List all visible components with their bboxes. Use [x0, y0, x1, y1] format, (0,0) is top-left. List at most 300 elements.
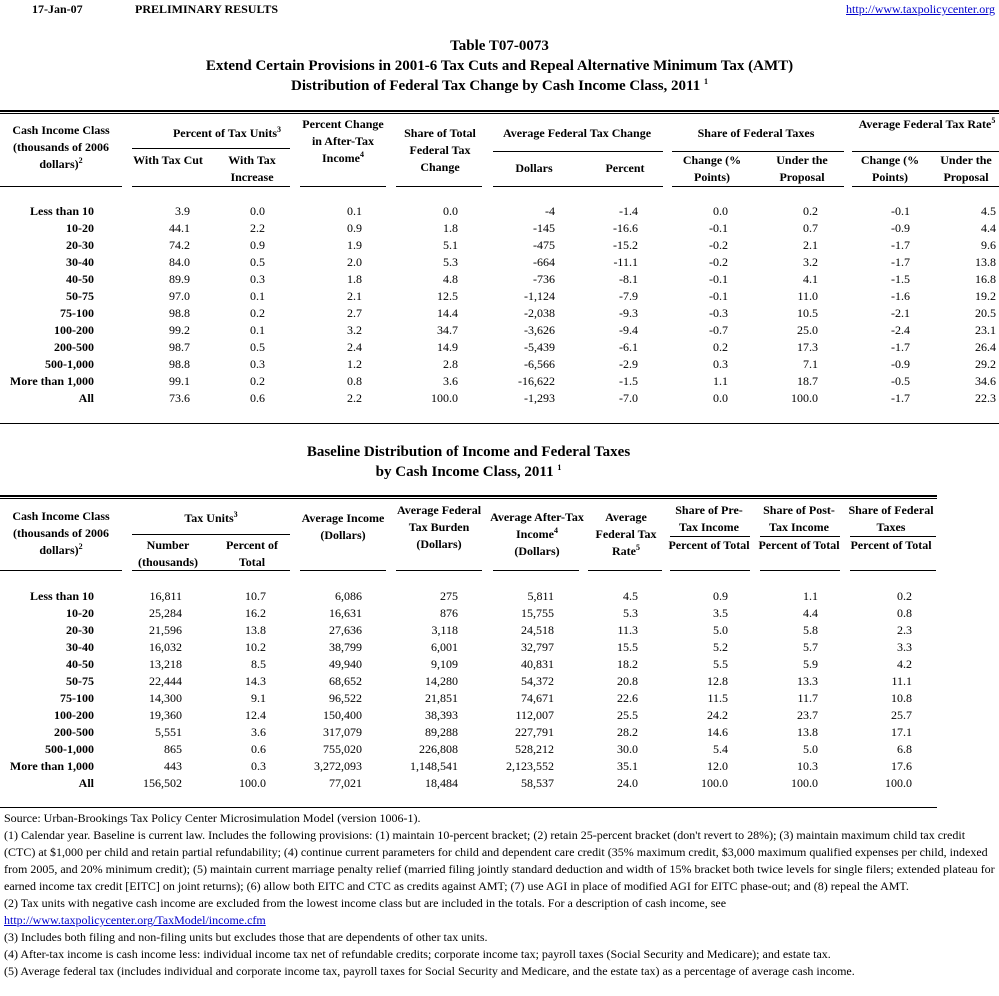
t2-header-pct-total-pretax: Percent of Total [668, 538, 750, 552]
table1-top-rule [0, 110, 999, 114]
row-label: 30-40 [66, 255, 94, 269]
table-row [0, 707, 999, 724]
table-cell: 865 [164, 742, 182, 756]
table-row [0, 588, 999, 605]
table-cell: 98.8 [169, 306, 190, 320]
table-cell: -1.4 [619, 204, 638, 218]
t1-header-pct-tax-units: Percent of Tax Units$^3$ [172, 125, 282, 140]
table-cell: 0.3 [250, 357, 265, 371]
table-cell: -0.1 [709, 289, 728, 303]
table-cell: 16,032 [149, 640, 182, 654]
table-cell: 156,502 [143, 776, 182, 790]
table-cell: 0.0 [713, 391, 728, 405]
table-cell: 32,797 [521, 640, 554, 654]
table-cell: 11.7 [797, 691, 818, 705]
table-cell: -0.9 [891, 221, 910, 235]
table-cell: 28.2 [617, 725, 638, 739]
table-cell: 5,551 [155, 725, 182, 739]
table-cell: 1.2 [347, 357, 362, 371]
table-cell: 14,280 [425, 674, 458, 688]
table-cell: 13.8 [245, 623, 266, 637]
table-cell: 13.8 [975, 255, 996, 269]
table-cell: 23.7 [797, 708, 818, 722]
table-cell: 20.8 [617, 674, 638, 688]
table2-top-rule [0, 495, 937, 499]
table-cell: 10.5 [797, 306, 818, 320]
table-cell: 3.2 [347, 323, 362, 337]
table-cell: 4.5 [981, 204, 996, 218]
t2-header-share-posttax: Share of Post-Tax Income [763, 503, 835, 534]
table-cell: 99.1 [169, 374, 190, 388]
t2-col-rule [396, 570, 482, 571]
table-cell: 1.9 [347, 238, 362, 252]
table-row [0, 237, 999, 254]
table-cell: 7.1 [803, 357, 818, 371]
t1-col-rule [493, 186, 663, 187]
table-cell: 0.7 [803, 221, 818, 235]
table-cell: 0.5 [250, 340, 265, 354]
table-cell: 2.1 [347, 289, 362, 303]
table-cell: -0.1 [709, 221, 728, 235]
table-cell: 100.0 [431, 391, 458, 405]
table-cell: 9.1 [251, 691, 266, 705]
footnote-4: (4) After-tax income is cash income less: individual income tax net of refundable credits; corporate income tax; payroll taxes (Social Security and Medicare); and estate tax. [4, 947, 831, 961]
table-cell: 0.9 [250, 238, 265, 252]
table-cell: 44.1 [169, 221, 190, 235]
table-cell: 22.6 [617, 691, 638, 705]
table-cell: 14.3 [245, 674, 266, 688]
table-cell: 5.9 [803, 657, 818, 671]
table-cell: 38,799 [329, 640, 362, 654]
table-row [0, 339, 999, 356]
table-cell: 25.5 [617, 708, 638, 722]
table-cell: 0.3 [250, 272, 265, 286]
table-cell: -8.1 [619, 272, 638, 286]
table-cell: 100.0 [885, 776, 912, 790]
table-cell: 3.6 [443, 374, 458, 388]
table1-subtitle2: Distribution of Federal Tax Change by Cash Income Class, 2011 $^1$ [291, 77, 708, 94]
t2-col-rule [493, 570, 579, 571]
table-cell: 58,537 [521, 776, 554, 790]
table-cell: 38,393 [425, 708, 458, 722]
table-row [0, 775, 999, 792]
table-cell: -6,566 [524, 357, 555, 371]
table-row [0, 758, 999, 775]
table-cell: 6,086 [335, 589, 362, 603]
table-cell: 5.0 [713, 623, 728, 637]
table-cell: 18.7 [797, 374, 818, 388]
table-cell: 1,148,541 [410, 759, 458, 773]
table-cell: -0.2 [709, 255, 728, 269]
table-cell: 443 [164, 759, 182, 773]
table-cell: -0.7 [709, 323, 728, 337]
table-cell: 0.9 [347, 221, 362, 235]
table-cell: 10.7 [245, 589, 266, 603]
site-link[interactable]: http://www.taxpolicycenter.org [846, 2, 995, 16]
table-row [0, 390, 999, 407]
table-row [0, 673, 999, 690]
table-cell: 10.3 [797, 759, 818, 773]
table-row [0, 724, 999, 741]
table-cell: 89.9 [169, 272, 190, 286]
t2-header-percent-of-total: Percent of Total [225, 538, 279, 569]
table-cell: 73.6 [169, 391, 190, 405]
table-cell: 24.0 [617, 776, 638, 790]
t1-header-share-fed-taxes: Share of Federal Taxes [697, 126, 815, 140]
row-label: 40-50 [66, 272, 94, 286]
table-cell: 4.5 [623, 589, 638, 603]
table-cell: 5.2 [713, 640, 728, 654]
table-cell: 10.8 [891, 691, 912, 705]
row-label: 40-50 [66, 657, 94, 671]
t1-header-rate-change: Change (% Points) [860, 153, 920, 184]
footnote-1: (1) Calendar year. Baseline is current law. Includes the following provisions: (1) maintain 10-percent bracket; (2) retain 25-percent bracket (don't revert to 28%); (3) maintain maximum child tax credit (CTC) at $1,000 per child and retain partial refundability; (4) continue current parameters for child and dependent care credit (35% maximum credit, $3,000 maximum qualified expenses per child, indexed from 2005, and 20% minimum credit); (5) maintain current marriage penalty relief (married filing jointly standard deduction and width of 15% bracket both twice levels for single filers; extended plateau for earned income tax credit [EITC] on joint returns); (6) allow both EITC and CTC as credits against AMT; (7) use AGI in place of modified AGI for EITC phase-out; and (8) repeal the AMT. [4, 828, 995, 893]
table-cell: -2,038 [524, 306, 555, 320]
t1-header-income-class: Cash Income Class (thousands of 2006 dollars)$^2$ [12, 123, 110, 171]
table-cell: 16,811 [149, 589, 182, 603]
report-date: 17-Jan-07 [32, 2, 83, 16]
table1-title [0, 36, 999, 96]
row-label: 20-30 [66, 623, 94, 637]
table-cell: 11.3 [617, 623, 638, 637]
table-cell: 4.4 [803, 606, 818, 620]
table-cell: 100.0 [701, 776, 728, 790]
table-cell: -15.2 [613, 238, 638, 252]
table-cell: 29.2 [975, 357, 996, 371]
table-cell: 0.2 [897, 589, 912, 603]
table-cell: 6,001 [431, 640, 458, 654]
row-label: More than 1,000 [9, 374, 94, 388]
row-label: 10-20 [66, 221, 94, 235]
table-cell: 1.8 [347, 272, 362, 286]
table-cell: -16,622 [518, 374, 555, 388]
table-row [0, 322, 999, 339]
table1-bottom-rule [0, 423, 999, 424]
table-cell: 25.0 [797, 323, 818, 337]
table-cell: -7.0 [619, 391, 638, 405]
row-label: 75-100 [60, 306, 94, 320]
table-cell: 0.2 [250, 306, 265, 320]
table-row [0, 605, 999, 622]
table-cell: 98.8 [169, 357, 190, 371]
table-row [0, 690, 999, 707]
table-cell: 24,518 [521, 623, 554, 637]
t2-header-share-fed-taxes: Share of Federal Taxes [848, 503, 934, 534]
table-cell: 68,652 [329, 674, 362, 688]
table-cell: 20.5 [975, 306, 996, 320]
table-cell: 18,484 [425, 776, 458, 790]
table-cell: 226,808 [419, 742, 458, 756]
table-cell: 35.1 [617, 759, 638, 773]
table-cell: 77,021 [329, 776, 362, 790]
table-cell: 11.1 [891, 674, 912, 688]
row-label: All [78, 391, 94, 405]
t1-col-rule [672, 186, 844, 187]
table-cell: 12.5 [437, 289, 458, 303]
table-cell: 3.9 [175, 204, 190, 218]
table-row [0, 656, 999, 673]
t2-header-tax-units: Tax Units$^3$ [184, 510, 238, 525]
table-row [0, 741, 999, 758]
table-cell: 16,631 [329, 606, 362, 620]
table-cell: -2.9 [619, 357, 638, 371]
table-cell: -1.7 [891, 255, 910, 269]
table-cell: 0.0 [250, 204, 265, 218]
table-cell: -7.9 [619, 289, 638, 303]
table-cell: 1.8 [443, 221, 458, 235]
table-cell: 15.5 [617, 640, 638, 654]
table-cell: 5.5 [713, 657, 728, 671]
table-cell: 317,079 [323, 725, 362, 739]
table-cell: -1.5 [619, 374, 638, 388]
table-cell: 0.9 [713, 589, 728, 603]
table-cell: 4.4 [981, 221, 996, 235]
source-note: Source: Urban-Brookings Tax Policy Center Microsimulation Model (version 1006-1). [4, 811, 421, 825]
table-cell: 13.8 [797, 725, 818, 739]
table-row [0, 622, 999, 639]
t1-header-dollars: Dollars [515, 161, 553, 175]
table-cell: 2.7 [347, 306, 362, 320]
table-cell: -1.6 [891, 289, 910, 303]
table1-subtitle: Extend Certain Provisions in 2001-6 Tax Cuts and Repeal Alternative Minimum Tax (AMT) [205, 58, 794, 74]
table-cell: 112,007 [515, 708, 554, 722]
table-cell: 5.3 [623, 606, 638, 620]
table-cell: 3.2 [803, 255, 818, 269]
table-cell: 74.2 [169, 238, 190, 252]
row-label: 50-75 [66, 289, 94, 303]
t2-group-rule [132, 534, 290, 535]
t1-header-pct-change: Percent Change in After-Tax Income$^4$ [302, 117, 384, 165]
table-cell: 0.2 [803, 204, 818, 218]
table-cell: 0.1 [347, 204, 362, 218]
table-cell: 0.2 [250, 374, 265, 388]
table-cell: -9.4 [619, 323, 638, 337]
table-cell: 2.0 [347, 255, 362, 269]
footnote-2: (2) Tax units with negative cash income are excluded from the lowest income class but are included in the totals. For a description of cash income, see [4, 896, 727, 910]
row-label: 30-40 [66, 640, 94, 654]
table-row [0, 356, 999, 373]
table-cell: 14.6 [707, 725, 728, 739]
table-cell: -1.7 [891, 391, 910, 405]
table-cell: -0.5 [891, 374, 910, 388]
table-cell: -16.6 [613, 221, 638, 235]
table-cell: 528,212 [515, 742, 554, 756]
t2-header-avg-after-tax-income: Average After-Tax Income$^4$ (Dollars) [490, 510, 584, 558]
table-cell: -2.1 [891, 306, 910, 320]
table-cell: 16.8 [975, 272, 996, 286]
table-cell: 3.5 [713, 606, 728, 620]
row-label: All [78, 776, 94, 790]
table-cell: 14.9 [437, 340, 458, 354]
table-cell: 13.3 [797, 674, 818, 688]
table-cell: -664 [533, 255, 555, 269]
table-cell: 0.6 [250, 391, 265, 405]
table-cell: 10.2 [245, 640, 266, 654]
t2-header-pct-total-fedtax: Percent of Total [850, 538, 932, 552]
table2-title [0, 442, 937, 482]
table-cell: 17.3 [797, 340, 818, 354]
t1-header-share-total-change: Share of Total Federal Tax Change [404, 126, 476, 174]
table-cell: -4 [545, 204, 555, 218]
table-cell: 21,851 [425, 691, 458, 705]
table-cell: -1.5 [891, 272, 910, 286]
t2-header-share-pretax: Share of Pre-Tax Income [675, 503, 743, 534]
table-cell: 16.2 [245, 606, 266, 620]
table-cell: -3,626 [524, 323, 555, 337]
t1-header-avg-fed-tax-rate: Average Federal Tax Rate$^5$ [858, 116, 996, 131]
table-cell: 2.2 [347, 391, 362, 405]
t2-col-rule [300, 570, 386, 571]
table-cell: 5.3 [443, 255, 458, 269]
table-cell: 3.6 [251, 725, 266, 739]
table-cell: 1.1 [713, 374, 728, 388]
table-cell: 25.7 [891, 708, 912, 722]
t1-header-with-tax-increase: With Tax Increase [228, 153, 276, 184]
table-cell: 74,671 [521, 691, 554, 705]
table-cell: 11.0 [797, 289, 818, 303]
table-row [0, 639, 999, 656]
t1-header-percent: Percent [605, 161, 645, 175]
t1-header-change-pct-points: Change (% Points) [682, 153, 742, 184]
t2-col-rule [670, 570, 750, 571]
table-cell: 40,831 [521, 657, 554, 671]
table-cell: 5.0 [803, 742, 818, 756]
row-label: 200-500 [54, 340, 94, 354]
table-cell: 2,123,552 [506, 759, 554, 773]
table-cell: 2.2 [250, 221, 265, 235]
t1-header-rate-under-proposal: Under the Proposal [940, 153, 992, 184]
table-cell: 25,284 [149, 606, 182, 620]
table-cell: 24.2 [707, 708, 728, 722]
table-cell: 26.4 [975, 340, 996, 354]
table-cell: -0.3 [709, 306, 728, 320]
table-cell: 84.0 [169, 255, 190, 269]
row-label: 10-20 [66, 606, 94, 620]
row-label: 100-200 [54, 323, 94, 337]
table-cell: -1,124 [524, 289, 555, 303]
t2-header-number: Number (thousands) [137, 538, 199, 569]
footnote-3: (3) Includes both filing and non-filing units but excludes those that are dependents of other tax units. [4, 930, 488, 944]
footnotes [4, 810, 996, 980]
table-cell: 27,636 [329, 623, 362, 637]
t2-col-rule [132, 570, 290, 571]
table-cell: 4.1 [803, 272, 818, 286]
table-cell: 97.0 [169, 289, 190, 303]
row-label: 75-100 [60, 691, 94, 705]
table-cell: 54,372 [521, 674, 554, 688]
table-cell: 18.2 [617, 657, 638, 671]
table-cell: 99.2 [169, 323, 190, 337]
table-cell: 0.3 [251, 759, 266, 773]
table-cell: -145 [533, 221, 555, 235]
status-label: PRELIMINARY RESULTS [135, 2, 279, 16]
table-cell: -0.9 [891, 357, 910, 371]
row-label: 500-1,000 [45, 742, 94, 756]
t2-col-rule [0, 570, 122, 571]
table-row [0, 254, 999, 271]
table-cell: 876 [440, 606, 458, 620]
table-cell: 1.1 [803, 589, 818, 603]
table-cell: 49,940 [329, 657, 362, 671]
t2-col-rule [760, 570, 840, 571]
table-cell: 100.0 [791, 391, 818, 405]
t2-col-rule [850, 570, 936, 571]
table-cell: 4.8 [443, 272, 458, 286]
table-cell: 0.6 [251, 742, 266, 756]
table-row [0, 288, 999, 305]
table-cell: 5.4 [713, 742, 728, 756]
table-cell: -1.7 [891, 238, 910, 252]
table2-title-line2: by Cash Income Class, 2011 $^1$ [375, 463, 562, 480]
table-cell: 0.2 [713, 340, 728, 354]
table1-id: Table T07-0073 [450, 38, 549, 54]
table-cell: 22,444 [149, 674, 182, 688]
row-label: 20-30 [66, 238, 94, 252]
t1-col-rule [0, 186, 122, 187]
table-cell: 17.6 [891, 759, 912, 773]
table-cell: 89,288 [425, 725, 458, 739]
table2-bottom-rule [0, 807, 937, 808]
t2-header-pct-total-posttax: Percent of Total [758, 538, 840, 552]
table-cell: 227,791 [515, 725, 554, 739]
row-label: 50-75 [66, 674, 94, 688]
table-row [0, 305, 999, 322]
t1-header-with-tax-cut: With Tax Cut [133, 153, 203, 167]
t1-col-rule [132, 186, 290, 187]
table-row [0, 373, 999, 390]
table-cell: 5,811 [527, 589, 554, 603]
table-cell: 22.3 [975, 391, 996, 405]
table-cell: 100.0 [791, 776, 818, 790]
t2-header-avg-fed-tax-rate: Average Federal Tax Rate$^5$ [595, 510, 657, 558]
table-row [0, 203, 999, 220]
footnote-5: (5) Average federal tax (includes individual and corporate income tax, payroll taxes for Social Security and Medicare, and the estate tax) as a percentage of average cash income. [4, 964, 855, 978]
table-cell: 2.1 [803, 238, 818, 252]
table-cell: 17.1 [891, 725, 912, 739]
table-cell: 34.6 [975, 374, 996, 388]
table-cell: 0.1 [250, 323, 265, 337]
row-label: Less than 10 [29, 204, 94, 218]
table-cell: -5,439 [524, 340, 555, 354]
table-cell: 0.5 [250, 255, 265, 269]
table-cell: 3,118 [431, 623, 458, 637]
table-cell: -0.2 [709, 238, 728, 252]
table-row [0, 271, 999, 288]
table-cell: 14,300 [149, 691, 182, 705]
table-cell: 5.1 [443, 238, 458, 252]
table-cell: 9.6 [981, 238, 996, 252]
table-cell: 275 [440, 589, 458, 603]
t1-col-rule [396, 186, 482, 187]
table-cell: 8.5 [251, 657, 266, 671]
table-cell: 5.8 [803, 623, 818, 637]
income-definition-link[interactable]: http://www.taxpolicycenter.org/TaxModel/income.cfm [4, 913, 266, 927]
t1-col-rule [300, 186, 386, 187]
table-cell: -6.1 [619, 340, 638, 354]
t1-header-under-proposal: Under the Proposal [776, 153, 828, 184]
table-cell: 3,272,093 [314, 759, 362, 773]
row-label: 100-200 [54, 708, 94, 722]
table-cell: -9.3 [619, 306, 638, 320]
table-cell: 2.3 [897, 623, 912, 637]
table-cell: -0.1 [709, 272, 728, 286]
table-cell: -736 [533, 272, 555, 286]
table-cell: 34.7 [437, 323, 458, 337]
table-cell: 0.8 [347, 374, 362, 388]
table2-title-line1: Baseline Distribution of Income and Federal Taxes [306, 444, 631, 460]
table-cell: 12.4 [245, 708, 266, 722]
table-cell: -2.4 [891, 323, 910, 337]
